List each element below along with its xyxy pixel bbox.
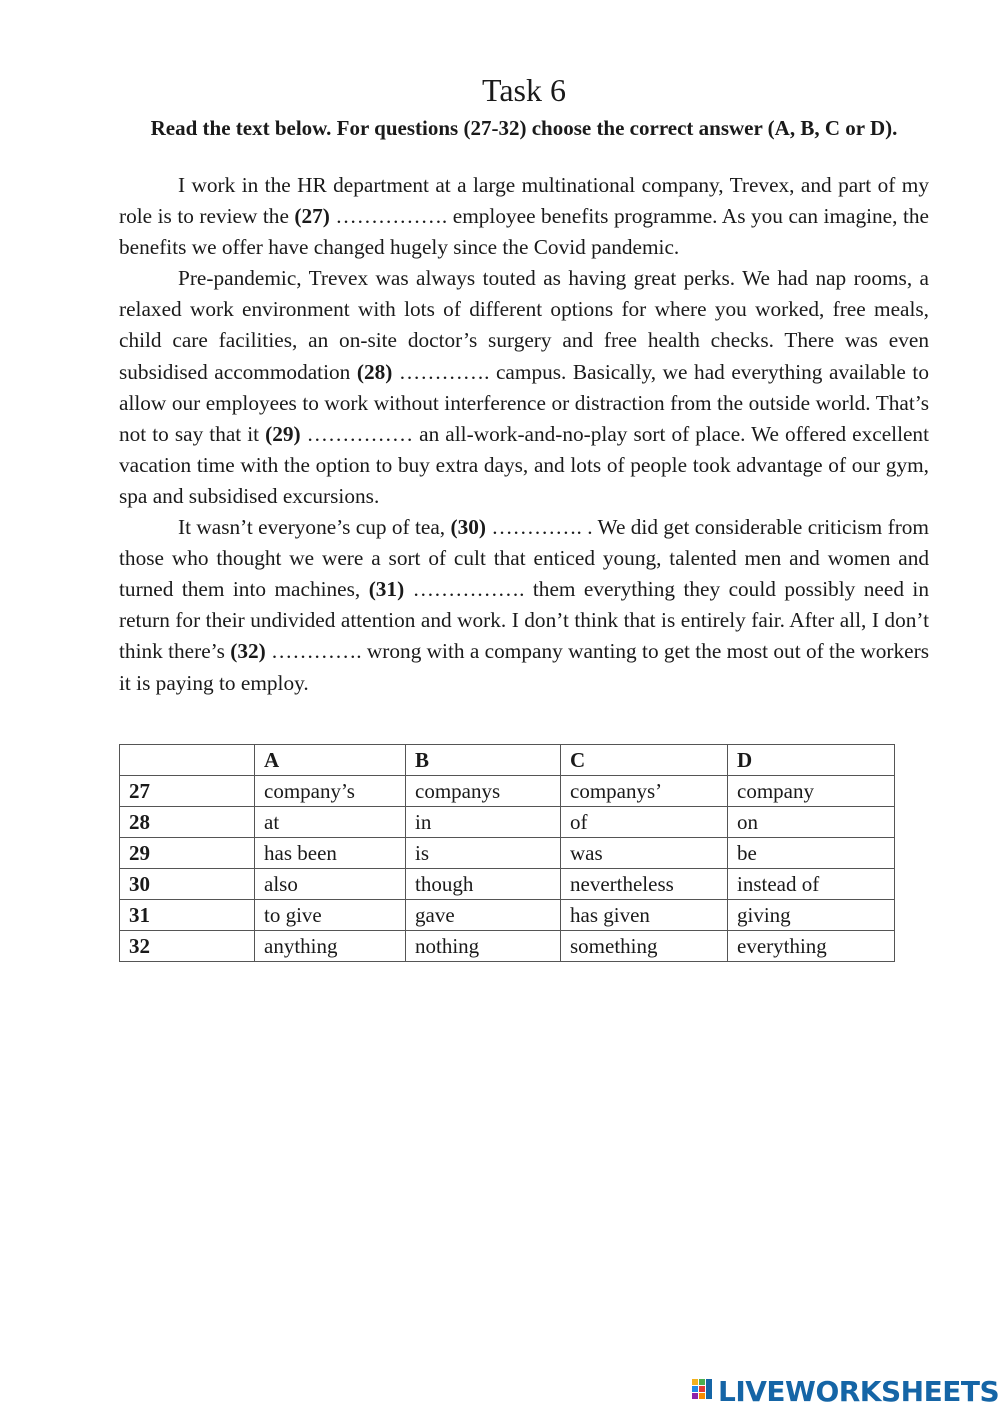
table-row [120, 931, 895, 962]
option-a[interactable]: also [255, 869, 406, 900]
option-d[interactable]: on [728, 807, 895, 838]
answer-options-table [119, 744, 895, 962]
option-c[interactable]: companys’ [561, 776, 728, 807]
header-cell-b: B [406, 745, 561, 776]
gap-number-28: (28) [356, 359, 393, 384]
liveworksheets-brand [692, 1374, 999, 1408]
question-number: 27 [120, 776, 255, 807]
option-d[interactable]: everything [728, 931, 895, 962]
gap-29[interactable]: …………… [300, 421, 420, 446]
table-row [120, 838, 895, 869]
gap-number-31: (31) [368, 577, 405, 602]
table-row [120, 807, 895, 838]
table-row [120, 869, 895, 900]
option-c[interactable]: has given [561, 900, 728, 931]
option-b[interactable]: nothing [406, 931, 561, 962]
header-cell [120, 745, 255, 776]
gap-number-27: (27) [294, 204, 330, 229]
option-a[interactable]: at [255, 807, 406, 838]
task-instructions: Read the text below. For questions (27-32) choose the correct answer (A, B, C or D). [150, 116, 898, 140]
gap-number-30: (30) [450, 515, 486, 540]
option-a[interactable]: company’s [255, 776, 406, 807]
question-number: 30 [120, 869, 255, 900]
option-c[interactable]: nevertheless [561, 869, 728, 900]
option-d[interactable]: instead of [728, 869, 895, 900]
passage-paragraph-3: It wasn’t everyone’s cup of tea, (30) …………. . We did get considerable criticism from those who thought we were a sort of cult that enticed young, talented men and women and turned them into machines, (31) ……………. them everything they could possibly need in return for their undivided attention and work. I don’t think that is entirely fair. After all, I don’t think there’s (32) …………. wrong with a company wanting to get the most out of the workers it is paying to employ. [119, 515, 930, 695]
brand-name: LIVEWORKSHEETS [718, 1374, 1000, 1408]
gap-number-29: (29) [265, 421, 301, 446]
option-c[interactable]: of [561, 807, 728, 838]
passage-paragraph-2: Pre-pandemic, Trevex was always touted as having great perks. We had nap rooms, a relaxed work environment with lots of different options for where you worked, free meals, child care facilities, an on-site doctor’s surgery and free health checks. There was even subsidised accommodation (28) …………. campus. Basically, we had everything available to allow our employees to work without interference or distraction from the outside world. That’s not to say that it (29) …………… an all-work-and-no-play sort of place. We offered excellent vacation time with the option to buy extra days, and lots of people took advantage of our gym, spa and subsidised excursions. [119, 266, 930, 508]
question-number: 29 [120, 838, 255, 869]
header-cell-c: C [561, 745, 728, 776]
header-cell-a: A [255, 745, 406, 776]
option-b[interactable]: is [406, 838, 561, 869]
option-d[interactable]: giving [728, 900, 895, 931]
gap-32[interactable]: …………. [265, 639, 367, 664]
passage-paragraph-1: I work in the HR department at a large multinational company, Trevex, and part of my role is to review the (27) ……………. employee benefits programme. As you can imagine, the benefits we offer have changed hugely since the Covid pandemic. [119, 173, 929, 260]
table-header-row [120, 745, 895, 776]
liveworksheets-logo-icon [692, 1377, 714, 1405]
gap-number-32: (32) [230, 639, 266, 664]
table-row [120, 776, 895, 807]
gap-30[interactable]: …………. . [485, 515, 598, 540]
task-title: Task 6 [482, 72, 566, 108]
gap-28[interactable]: …………. [392, 359, 496, 384]
question-number: 31 [120, 900, 255, 931]
option-b[interactable]: though [406, 869, 561, 900]
option-d[interactable]: company [728, 776, 895, 807]
option-a[interactable]: anything [255, 931, 406, 962]
option-b[interactable]: gave [406, 900, 561, 931]
option-c[interactable]: was [561, 838, 728, 869]
option-a[interactable]: has been [255, 838, 406, 869]
option-b[interactable]: in [406, 807, 561, 838]
gap-27[interactable]: ……………. [329, 204, 453, 229]
option-c[interactable]: something [561, 931, 728, 962]
question-number: 32 [120, 931, 255, 962]
header-cell-d: D [728, 745, 895, 776]
option-b[interactable]: companys [406, 776, 561, 807]
gap-31[interactable]: ……………. [404, 577, 533, 602]
reading-passage [119, 170, 929, 699]
table-row [120, 900, 895, 931]
option-d[interactable]: be [728, 838, 895, 869]
question-number: 28 [120, 807, 255, 838]
option-a[interactable]: to give [255, 900, 406, 931]
